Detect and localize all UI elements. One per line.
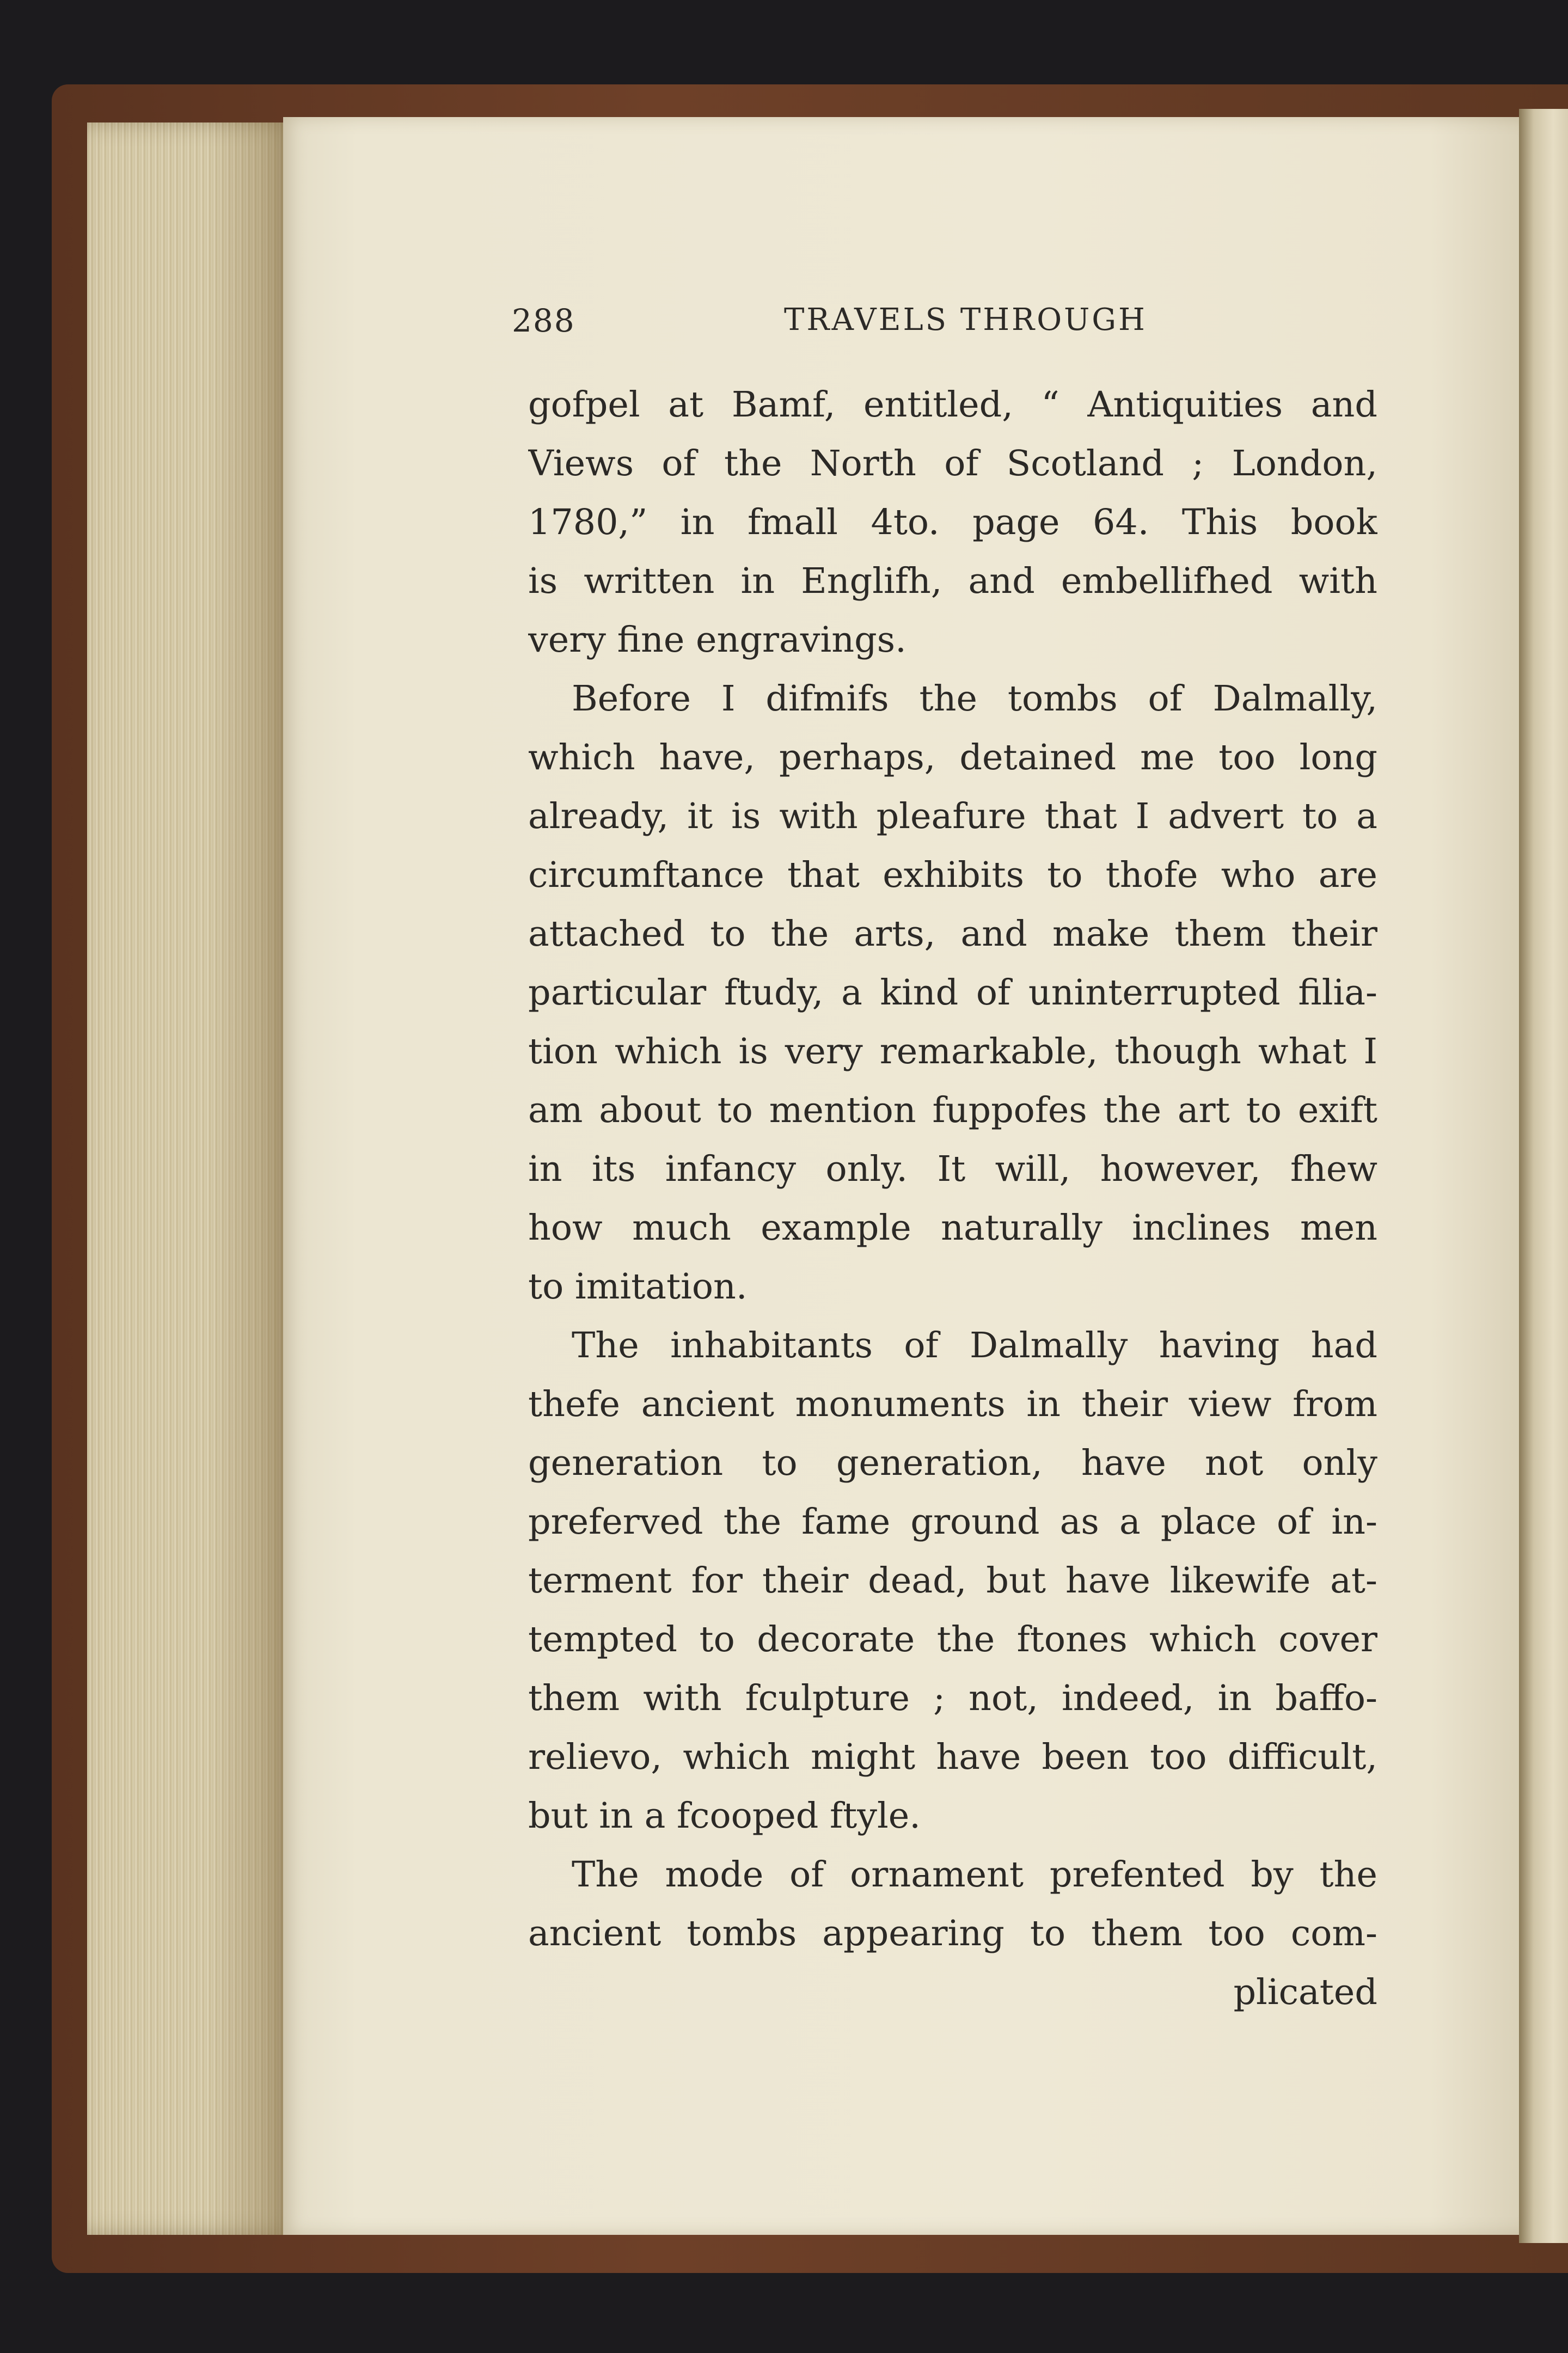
text-line: The inhabitants of Dalmally having had <box>572 1325 1377 1366</box>
text-line: but in a fcooped ftyle. <box>528 1796 921 1836</box>
text-line: am about to mention fuppofes the art to exift <box>528 1090 1377 1131</box>
page-edges <box>87 122 294 2235</box>
text-line: circumftance that exhibits to thofe who are <box>528 855 1377 896</box>
text-line: to imitation. <box>528 1266 748 1307</box>
text-line: Before I difmifs the tombs of Dalmally, <box>572 678 1377 719</box>
facing-page-edge <box>1519 109 1568 2243</box>
running-head: TRAVELS THROUGH <box>784 302 1147 338</box>
text-line: 1780,” in fmall 4to. page 64. This book <box>528 502 1377 543</box>
text-line: tempted to decorate the ftones which cover <box>528 1619 1377 1660</box>
text-line: terment for their dead, but have likewife at- <box>528 1560 1377 1601</box>
text-line: very fine engravings. <box>528 620 906 660</box>
page-header <box>512 302 1377 351</box>
text-line: relievo, which might have been too difficult, <box>528 1737 1377 1778</box>
text-line: is written in Englifh, and embellifhed with <box>528 561 1377 602</box>
catchword: plicated <box>1233 1972 1377 2013</box>
page-number: 288 <box>512 302 575 339</box>
text-line: Views of the North of Scotland ; London, <box>528 443 1377 484</box>
text-line: how much example naturally inclines men <box>528 1208 1377 1248</box>
text-line: tion which is very remarkable, though what I <box>528 1031 1377 1072</box>
text-line: thefe ancient monuments in their view from <box>528 1384 1377 1425</box>
text-line: them with fculpture ; not, indeed, in baffo- <box>528 1678 1377 1719</box>
text-line: ancient tombs appearing to them too com- <box>528 1913 1377 1954</box>
body-text <box>528 376 1377 2022</box>
text-line: which have, perhaps, detained me too long <box>528 737 1377 778</box>
text-line: The mode of ornament prefented by the <box>572 1854 1377 1895</box>
text-line: generation to generation, have not only <box>528 1443 1377 1484</box>
text-line: attached to the arts, and make them their <box>528 914 1377 954</box>
text-line: in its infancy only. It will, however, fhew <box>528 1149 1377 1190</box>
text-line: already, it is with pleafure that I advert to a <box>528 796 1377 837</box>
text-line: gofpel at Bamf, entitled, “ Antiquities and <box>528 384 1377 425</box>
text-line: particular ftudy, a kind of uninterrupted filia- <box>528 972 1377 1013</box>
text-line: preferved the fame ground as a place of in- <box>528 1502 1377 1542</box>
